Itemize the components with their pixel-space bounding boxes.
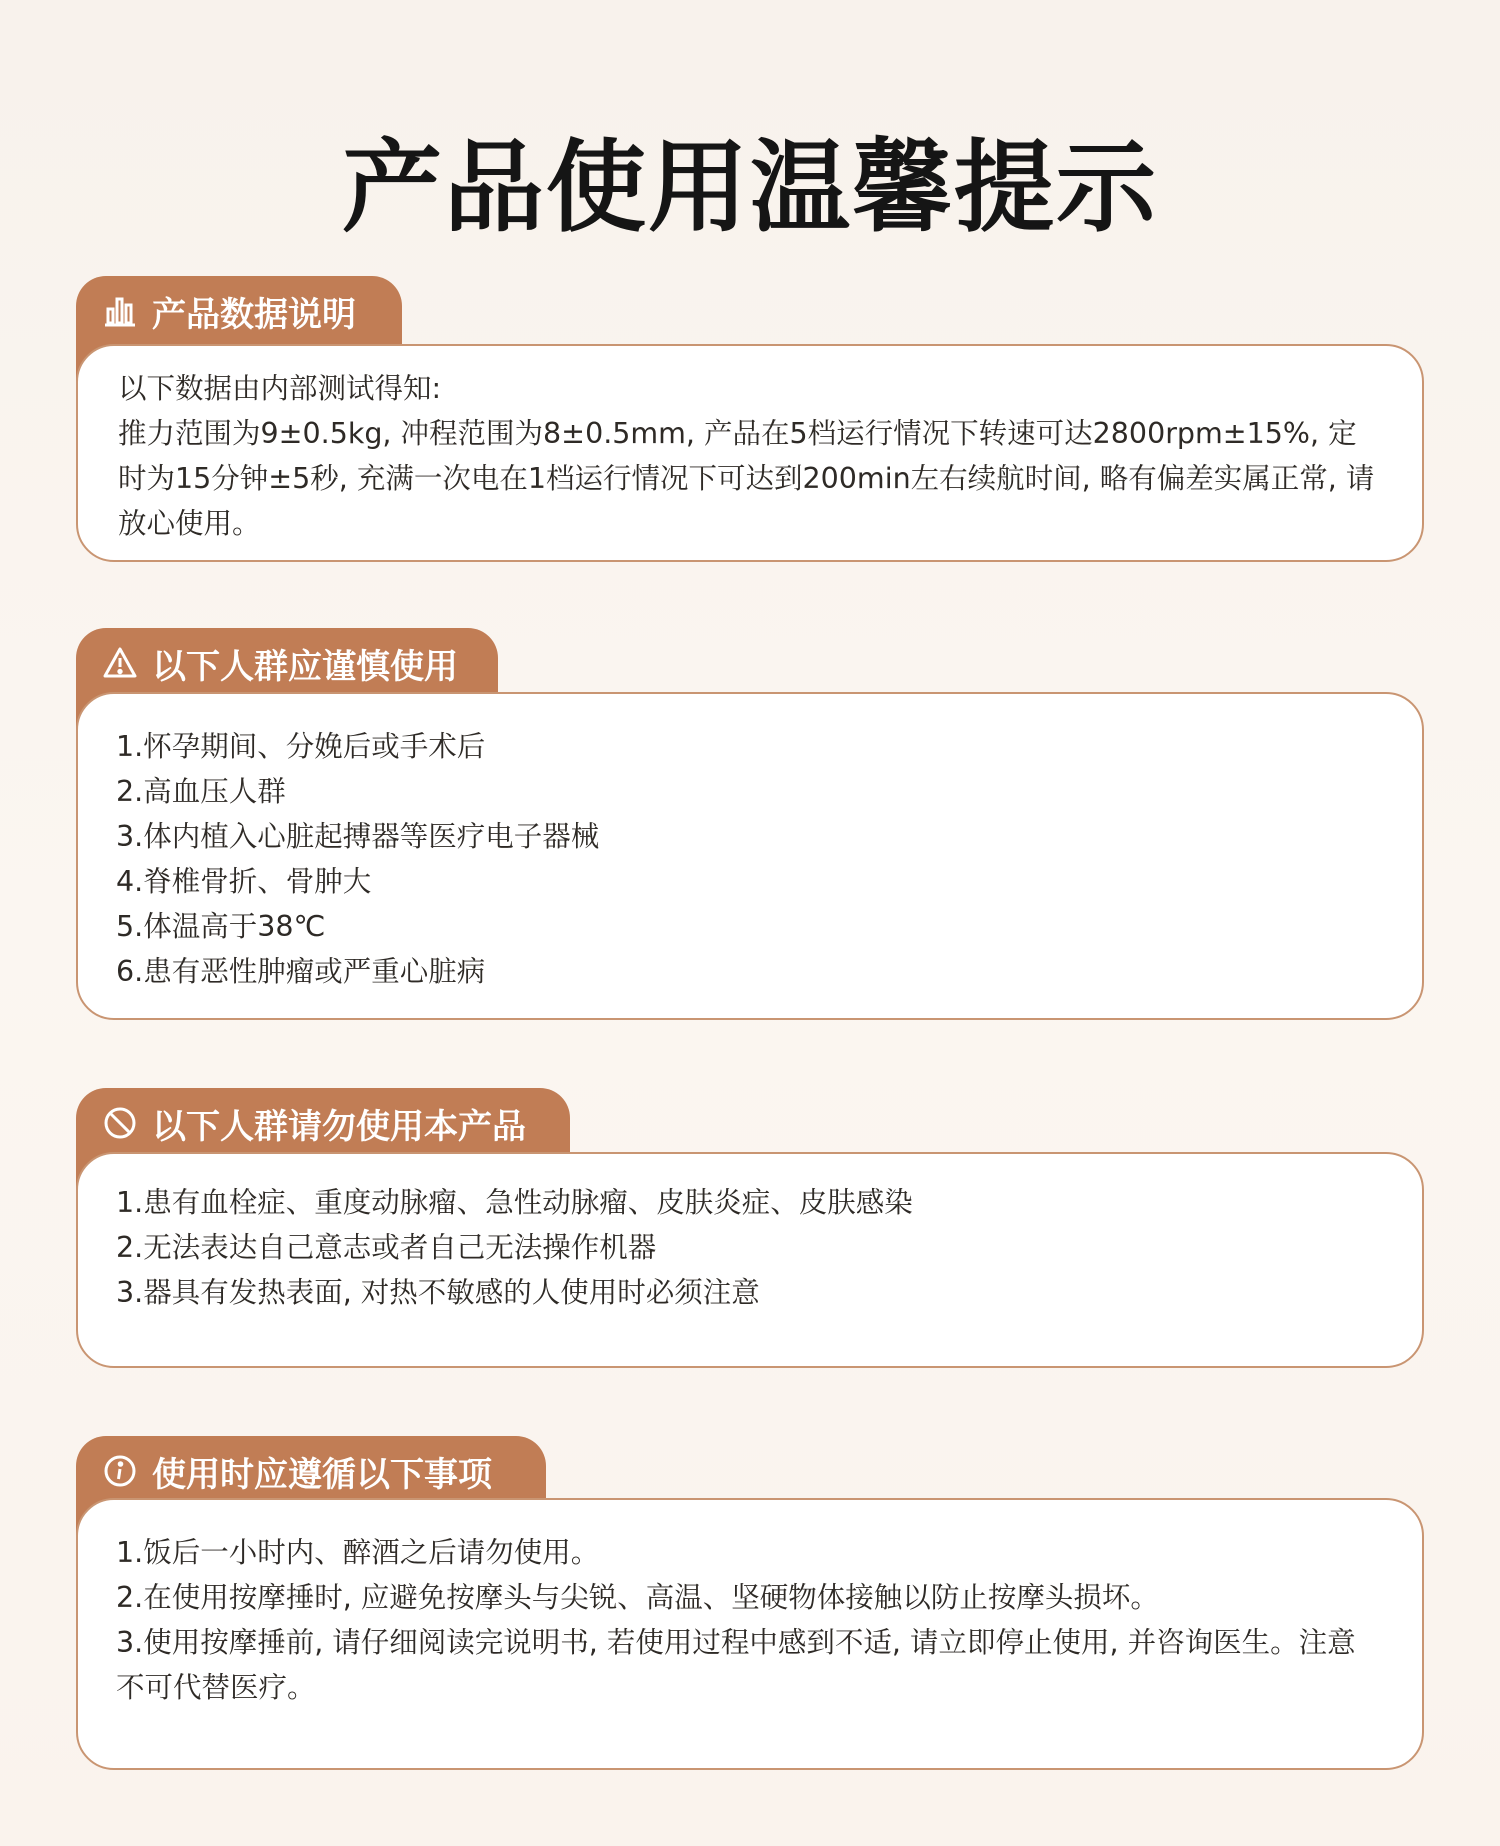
section-heading: 使用时应遵循以下事项 [152,1454,492,1495]
warning-icon [102,645,138,681]
section-body [76,692,1424,1020]
info-icon [102,1453,138,1489]
list-item: 5.体温高于38℃ [116,910,326,943]
list-item: 4.脊椎骨折、骨肿大 [116,865,372,898]
section-heading: 以下人群请勿使用本产品 [152,1106,526,1147]
section-heading: 以下人群应谨慎使用 [152,646,458,687]
list-item: 3.体内植入心脏起搏器等医疗电子器械 [116,820,600,853]
page-title: 产品使用温馨提示 [342,129,1158,246]
section-tab [76,276,402,346]
list-item: 6.患有恶性肿瘤或严重心脏病 [116,955,486,988]
text-line: 以下数据由内部测试得知: [118,372,442,405]
text-line: 推力范围为9±0.5kg, 冲程范围为8±0.5mm, 产品在5档运行情况下转速可达2800rpm±15%, 定时为15分钟±5秒, 充满一次电在1档运行情况下可达到200min左右续航时间, 略有偏差实属正常, 请放心使用。 [118,417,1375,540]
list-item: 3.器具有发热表面, 对热不敏感的人使用时必须注意 [116,1276,760,1309]
section-tab [76,628,498,698]
list-item: 2.无法表达自己意志或者自己无法操作机器 [116,1231,657,1264]
section-usage-notes [76,1436,1424,1770]
list-item: 1.饭后一小时内、醉酒之后请勿使用。 [116,1536,600,1569]
section-body [76,344,1424,562]
section-heading: 产品数据说明 [152,294,356,335]
section-product-data [76,276,1424,562]
list-item: 2.在使用按摩捶时, 应避免按摩头与尖锐、高温、坚硬物体接触以防止按摩头损坏。 [116,1581,1159,1614]
section-caution [76,628,1424,1020]
section-tab [76,1436,546,1506]
prohibited-icon [102,1105,138,1141]
list-item: 1.怀孕期间、分娩后或手术后 [116,730,486,763]
list-item: 2.高血压人群 [116,775,286,808]
bar-chart-icon [102,293,138,329]
section-prohibited [76,1088,1424,1368]
section-tab [76,1088,570,1158]
section-body [76,1498,1424,1770]
list-item: 1.患有血栓症、重度动脉瘤、急性动脉瘤、皮肤炎症、皮肤感染 [116,1186,913,1219]
list-item: 3.使用按摩捶前, 请仔细阅读完说明书, 若使用过程中感到不适, 请立即停止使用, 并咨询医生。注意不可代替医疗。 [116,1626,1356,1704]
section-body [76,1152,1424,1368]
